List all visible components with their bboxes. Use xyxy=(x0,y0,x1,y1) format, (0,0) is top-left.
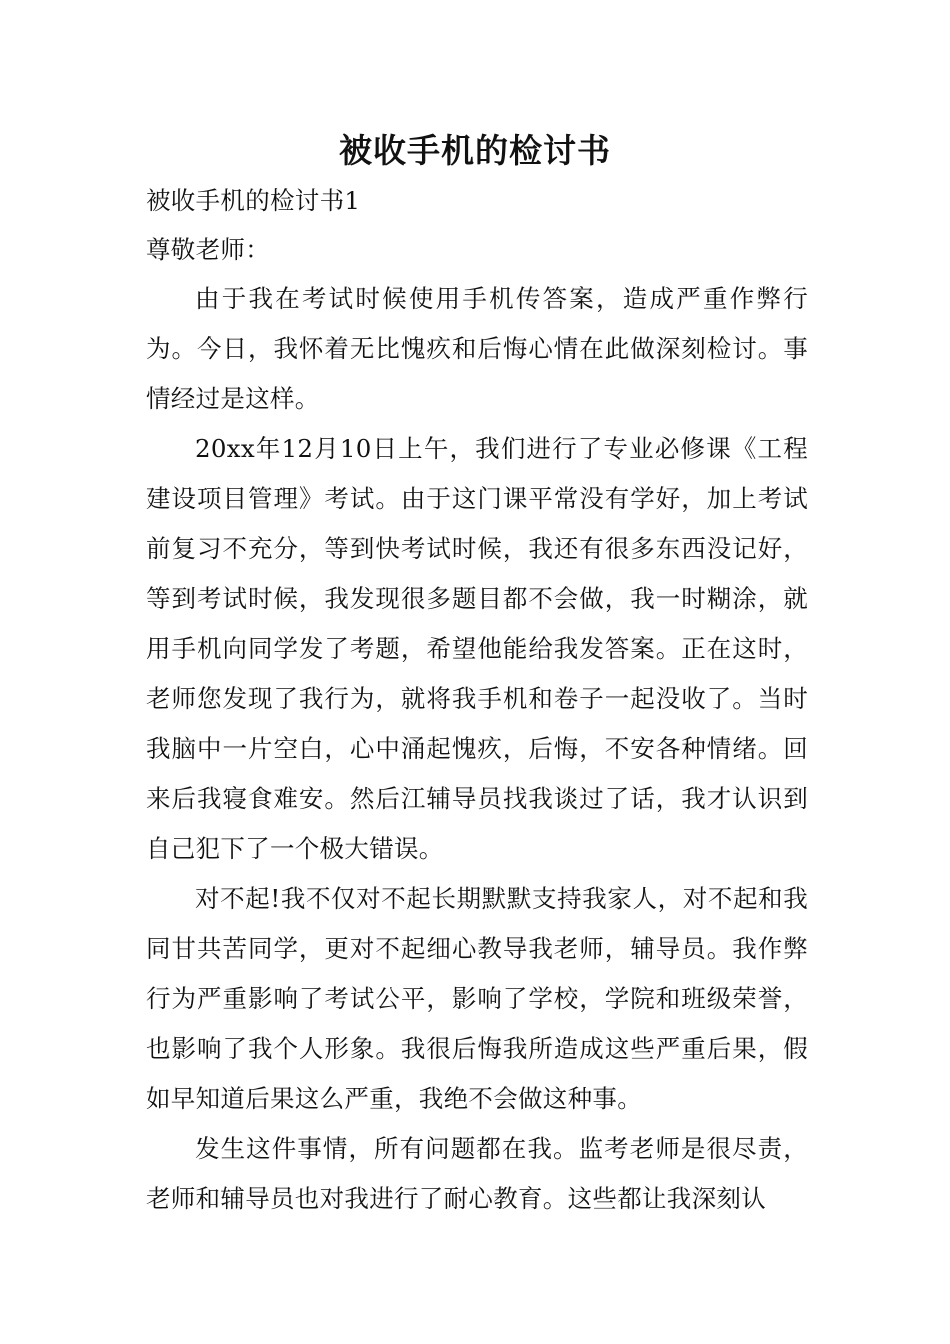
document-subheading: 被收手机的检讨书1 xyxy=(146,186,361,215)
paragraph: 发生这件事情，所有问题都在我。监考老师是很尽责，老师和辅导员也对我进行了耐心教育。这些都让我深刻认 xyxy=(146,1134,808,1213)
salutation: 尊敬老师： xyxy=(146,235,270,264)
paragraph: 由于我在考试时候使用手机传答案，造成严重作弊行为。今日，我怀着无比愧疚和后悔心情在此做深刻检讨。事情经过是这样。 xyxy=(146,284,808,413)
paragraph: 对不起!我不仅对不起长期默默支持我家人，对不起和我同甘共苦同学，更对不起细心教导我老师，辅导员。我作弊行为严重影响了考试公平，影响了学校，学院和班级荣誉，也影响了我个人形象。我很后悔我所造成这些严重后果，假如早知道后果这么严重，我绝不会做这种事。 xyxy=(146,884,808,1113)
paragraph: 20xx年12月10日上午，我们进行了专业必修课《工程建设项目管理》考试。由于这门课平常没有学好，加上考试前复习不充分，等到快考试时候，我还有很多东西没记好，等到考试时候，我发现很多题目都不会做，我一时糊涂，就用手机向同学发了考题，希望他能给我发答案。正在这时，老师您发现了我行为，就将我手机和卷子一起没收了。当时我脑中一片空白，心中涌起愧疚，后悔，不安各种情绪。回来后我寝食难安。然后江辅导员找我谈过了话，我才认识到自己犯下了一个极大错误。 xyxy=(146,434,808,863)
document-title: 被收手机的检讨书 xyxy=(339,131,611,170)
document-body xyxy=(146,274,808,1224)
